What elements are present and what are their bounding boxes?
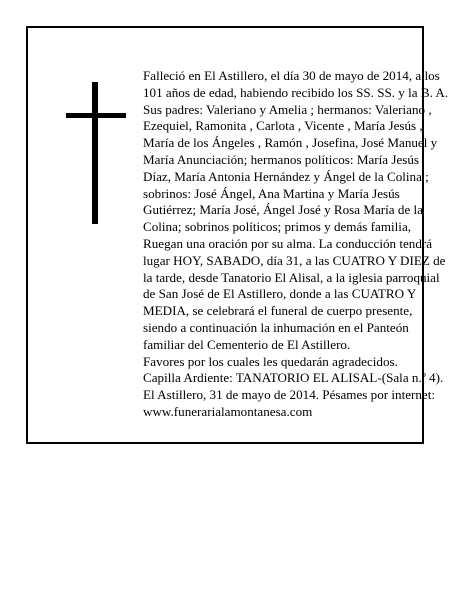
family-list: Sus padres: Valeriano y Amelia ; hermanos: Valeriano , Ezequiel, Ramonita , Carlota , Vicente , María Jesús , María de los Ángeles , Ramón , Josefina, José Manuel y María Anunciación; hermanos políticos: María Jesús Díaz, María Antonia Hernández y Ángel de la Colina ; sobrinos: José Ángel, Ana Martina y María Jesús Gutiérrez; María José, Ángel José y Rosa María de la Colina; sobrinos políticos; primos y demás familia, xyxy=(143,101,438,235)
funeral-details: Ruegan una oración por su alma. La conducción tendrá lugar HOY, SABADO, día 31, a las CUATRO Y DIEZ de la tarde, desde Tanatorio El Alisal, a la iglesia parroquial de San José de El Astillero, donde a las CUATRO Y MEDIA, se celebrará el funeral de cuerpo presente, siendo a continuación la inhumación en el Panteón familiar del Cementerio de El Astillero. xyxy=(143,235,446,352)
cross-horizontal-bar xyxy=(66,113,126,118)
cross-vertical-bar xyxy=(92,82,98,224)
death-announcement: Falleció en El Astillero, el día 30 de mayo de 2014, a los 101 años de edad, habiendo recibido los SS. SS. y la B. A. xyxy=(143,68,449,100)
date-and-website: El Astillero, 31 de mayo de 2014. Pésames por internet: www.funerarialamontanesa.com xyxy=(143,387,436,419)
chapel-line: Capilla Ardiente: TANATORIO EL ALISAL-(Sala n.º 4). xyxy=(143,370,444,386)
obituary-text xyxy=(143,68,449,421)
obituary-notice xyxy=(26,26,449,444)
thanks-line: Favores por los cuales les quedarán agradecidos. xyxy=(143,353,398,369)
